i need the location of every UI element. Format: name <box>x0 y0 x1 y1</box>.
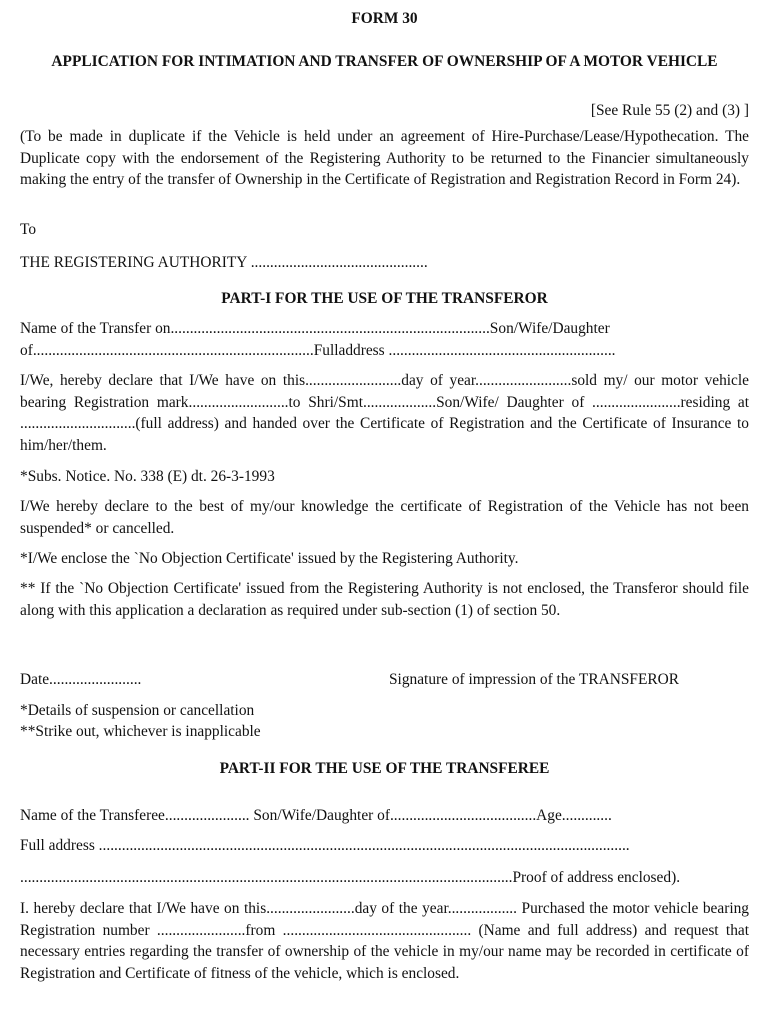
transferor-name-line: Name of the Transfer on...................................................................................Son/Wife/Daughter <box>20 320 610 337</box>
part1-heading: PART-I FOR THE USE OF THE TRANSFEROR <box>221 290 548 307</box>
registering-authority-line: THE REGISTERING AUTHORITY .............................................. <box>20 254 428 271</box>
transferor-address-line: of.........................................................................Fulladdress ........................................................... <box>20 342 616 359</box>
transferee-name-line: Name of the Transferee...................... Son/Wife/Daughter of......................................Age............. <box>20 807 612 824</box>
date-line: Date........................ <box>20 671 142 688</box>
form-title: APPLICATION FOR INTIMATION AND TRANSFER OF OWNERSHIP OF A MOTOR VEHICLE <box>51 53 718 70</box>
noc-enclosure: *I/We enclose the `No Objection Certificate' issued by the Registering Authority. <box>20 550 519 567</box>
noc-note: ** If the `No Objection Certificate' issued from the Registering Authority is not enclosed, the Transferor should file along with this application a declaration as required under sub-section (1) of section 50. <box>20 580 749 619</box>
to-label: To <box>20 221 37 238</box>
intro-paragraph: (To be made in duplicate if the Vehicle is held under an agreement of Hire-Purchase/Lease/Hypothecation. The Duplicate copy with the endorsement of the Registering Authority to be returned to the Financier simultaneously making the entry of the transfer of Ownership in the Certificate of Registration and Registration Record in Form 24). <box>20 128 749 189</box>
transferee-declaration: I. hereby declare that I/We have on this.......................day of the year.................. Purchased the motor vehicle bearing Registration number .......................from ................................................. (Name and full address) and request that necessary entries regarding the transfer of ownership of the vehicle in my/our name may be recorded in certificate of Registration and Certificate of fitness of the vehicle, which is enclosed. <box>20 900 749 982</box>
strike-out-footnote: **Strike out, whichever is inapplicable <box>20 723 261 740</box>
transferor-declaration: I/We, hereby declare that I/We have on this.........................day of year.........................sold my/ our motor vehicle bearing Registration mark..........................to Shri/Smt...................Son/Wife/ Daughter of .......................residing at ..............................(full address) and handed over the Certificate of Registration and the Certificate of Insurance to him/her/them. <box>20 372 749 454</box>
transferee-address-line: Full address .......................................................................................................................................... <box>20 837 630 854</box>
suspension-declaration: I/We hereby declare to the best of my/our knowledge the certificate of Registration of the Vehicle has not been suspended* or cancelled. <box>20 498 749 537</box>
rule-reference: [See Rule 55 (2) and (3) ] <box>590 102 749 119</box>
form-number: FORM 30 <box>351 10 418 27</box>
transferor-signature-label: Signature of impression of the TRANSFEROR <box>389 671 679 688</box>
suspension-footnote: *Details of suspension or cancellation <box>20 702 255 719</box>
part2-heading: PART-II FOR THE USE OF THE TRANSFEREE <box>219 760 550 777</box>
subs-notice: *Subs. Notice. No. 338 (E) dt. 26-3-1993 <box>20 468 275 485</box>
proof-of-address-line: ................................................................................................................................Proof of address enclosed). <box>20 869 681 886</box>
